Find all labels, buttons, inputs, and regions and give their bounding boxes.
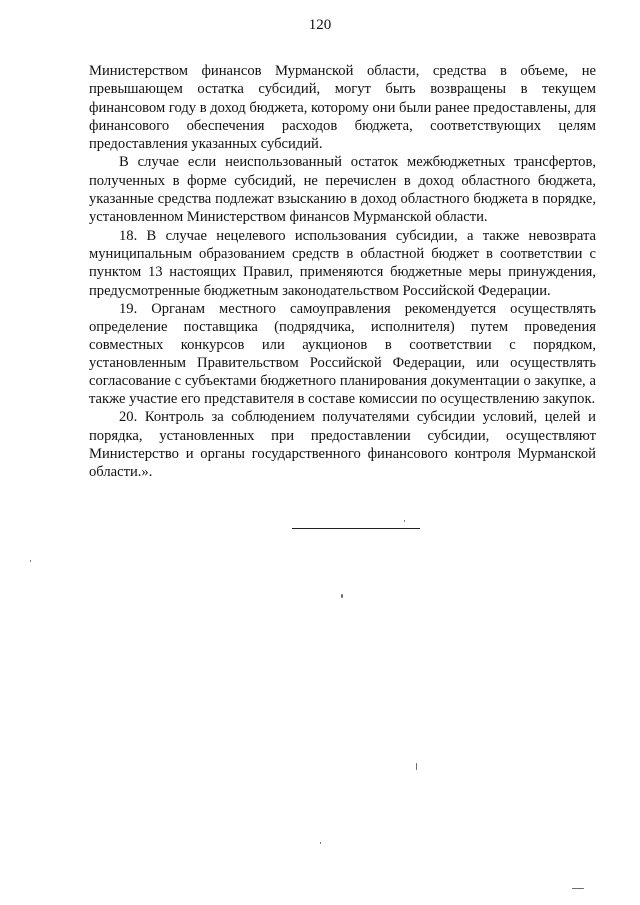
scan-speck [404,520,405,522]
paragraph-continuation: Министерством финансов Мурманской области, средства в объеме, не превышающем остатка субсидий, могут быть возвращены в текущем финансовом году в доход бюджета, которому они были ранее предоставлены, для финансового обеспечения расходов бюджета, соответствующих целям предоставления указанных субсидий. [89,63,596,153]
end-separator-line [292,528,420,529]
document-body [89,62,596,482]
scan-speck [416,763,417,770]
page-number: 120 [308,17,332,33]
scan-speck [572,888,584,889]
scan-speck [320,842,321,844]
paragraph-item-20: 20. Контроль за соблюдением получателями субсидии условий, целей и порядка, установленных при предоставлении субсидии, осуществляют Министерство и органы государственного финансового контроля Мурманской области.». [89,409,596,481]
paragraph-item-18: 18. В случае нецелевого использования субсидии, а также невозврата муниципальным образованием средств в областной бюджет в соответствии с пунктом 13 настоящих Правил, применяются бюджетные меры принуждения, предусмотренные бюджетным законодательством Российской Федерации. [89,227,596,299]
paragraph-item-19: 19. Органам местного самоуправления рекомендуется осуществлять определение поставщика (подрядчика, исполнителя) путем проведения совместных конкурсов или аукционов в соответствии с порядком, установленным Правительством Российской Федерации, или осуществлять согласование с субъектами бюджетного планирования документации о закупке, а также участие его представителя в составе комиссии по осуществлению закупок. [89,300,596,408]
scan-speck [341,594,343,598]
paragraph-unused-balance: В случае если неиспользованный остаток межбюджетных трансфертов, полученных в форме субсидий, не перечислен в доход областного бюджета, указанные средства подлежат взысканию в доход областного бюджета в порядке, установленном Министерством финансов Мурманской области. [89,154,596,226]
scan-speck [30,560,31,562]
